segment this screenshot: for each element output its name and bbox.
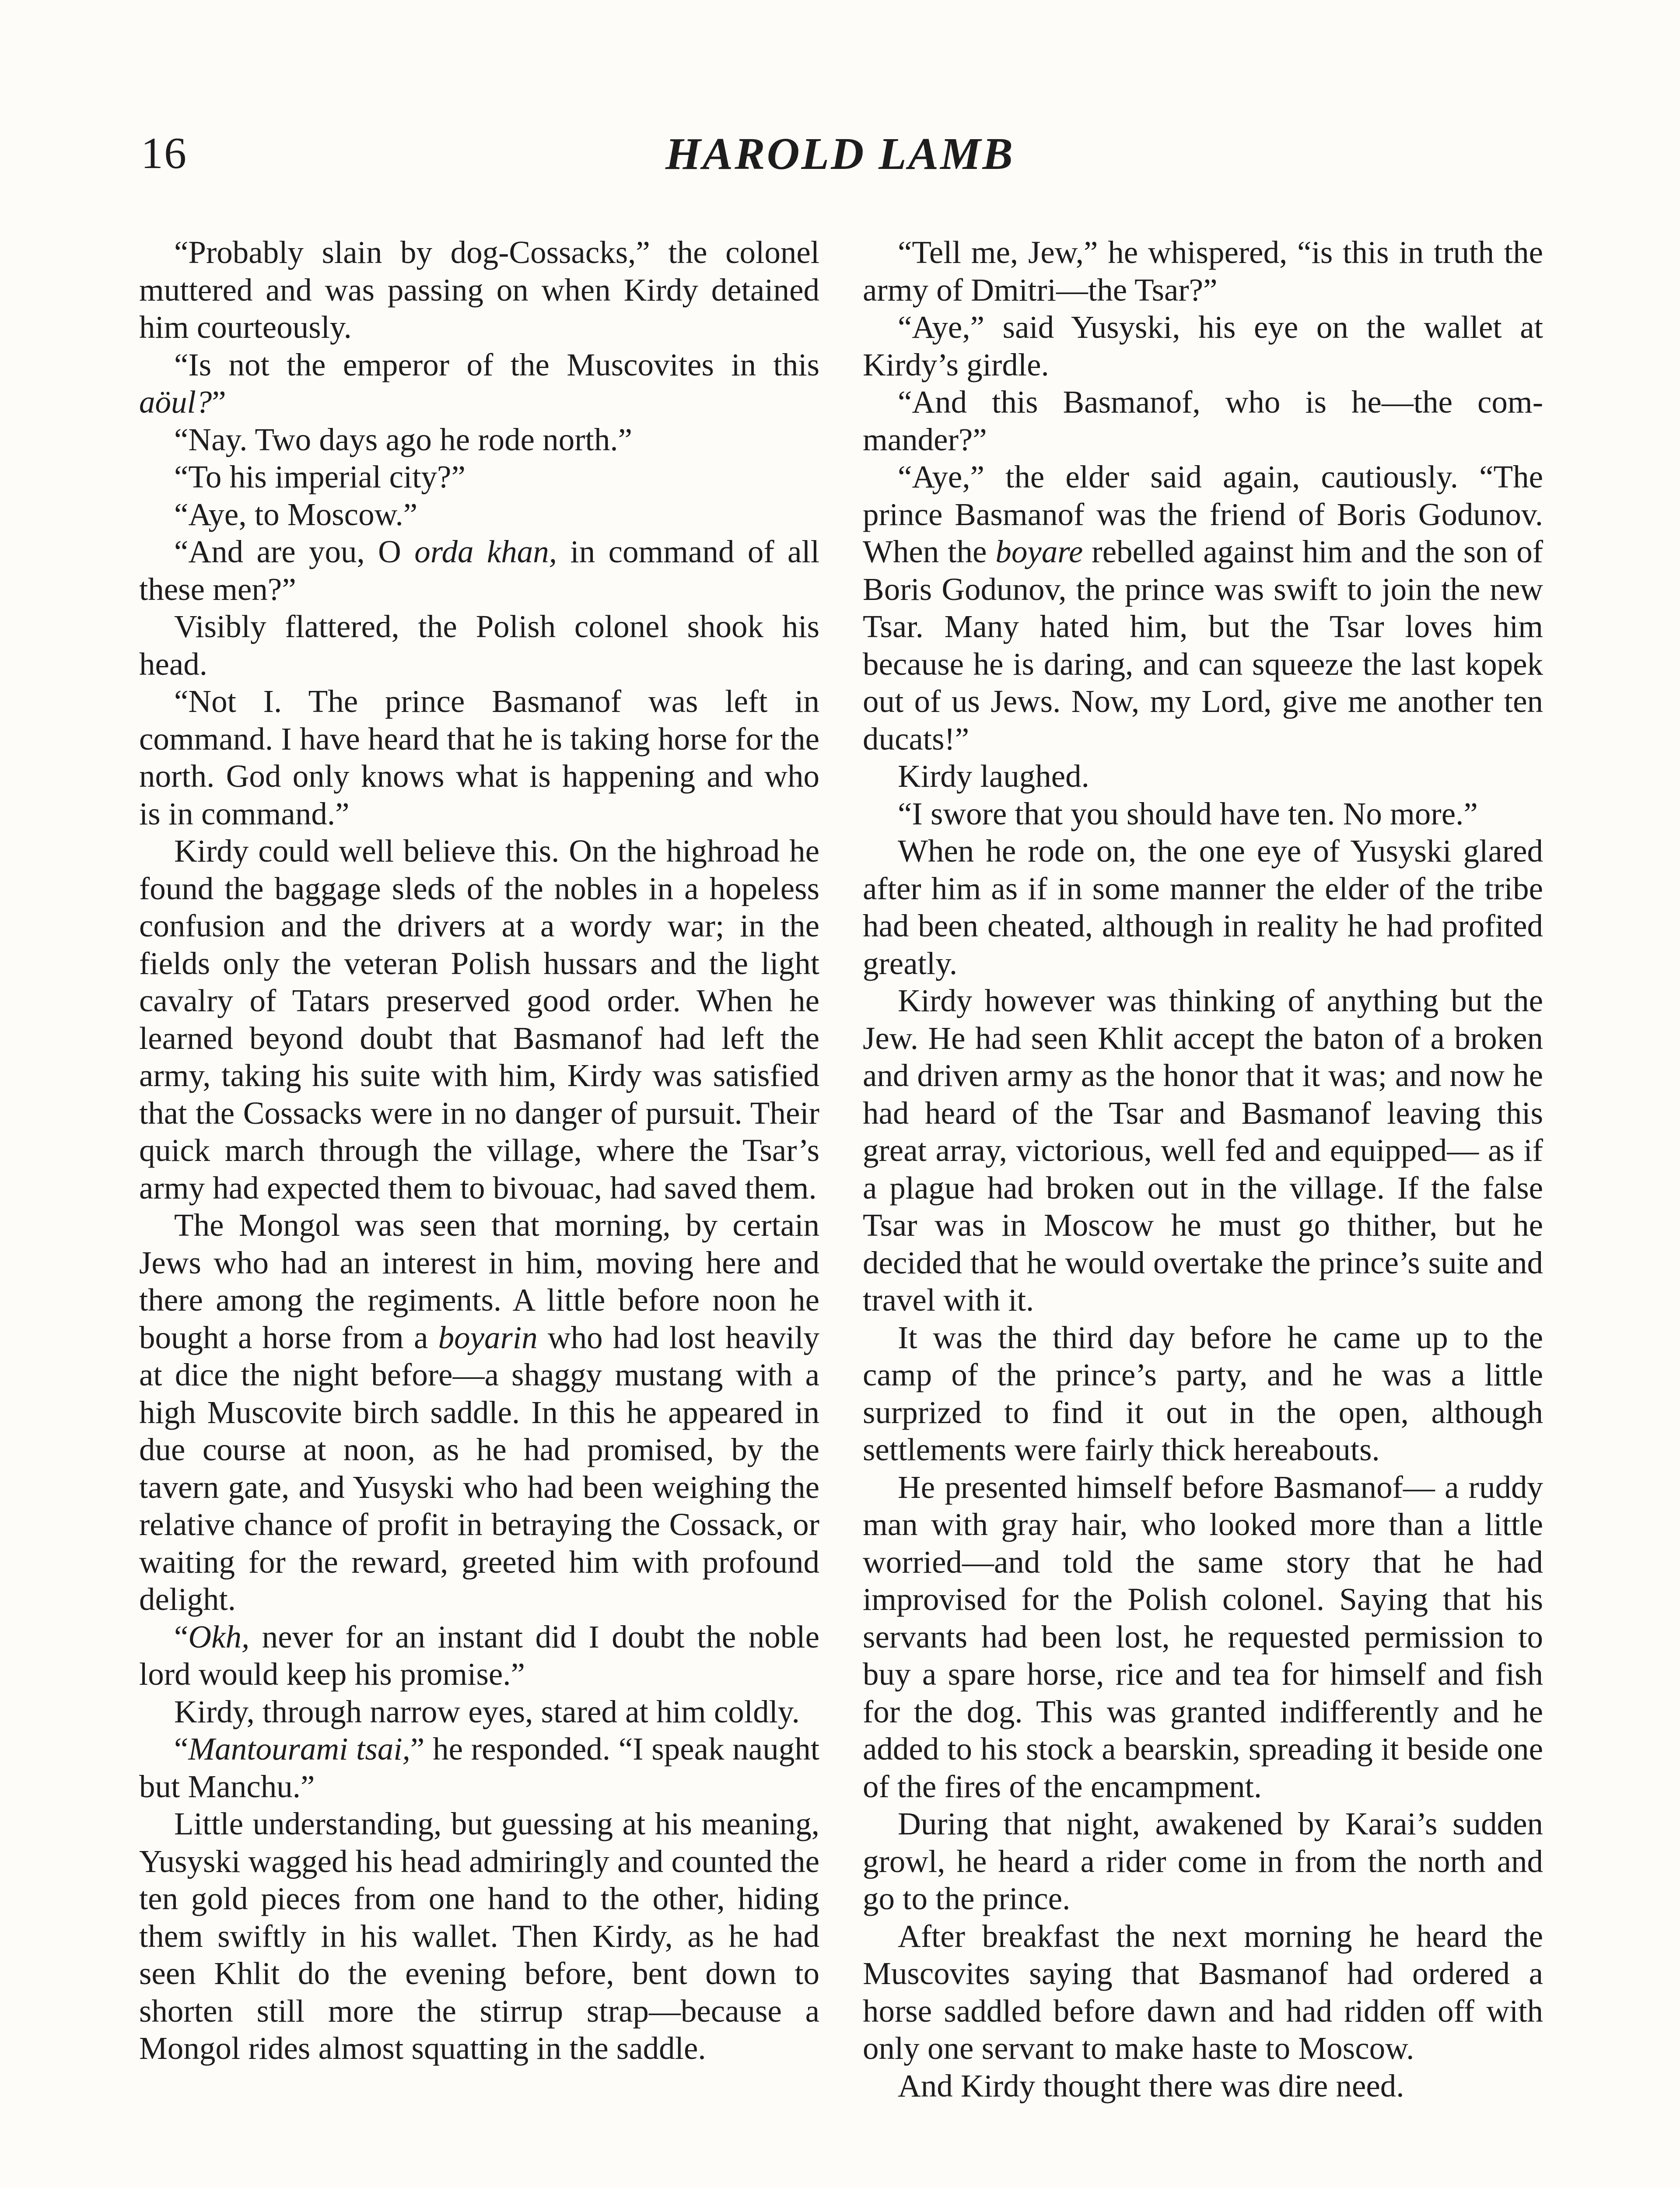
text-run: never for an instant did I doubt the noble lord would keep his promise.” — [139, 1619, 819, 1692]
text-run: ” he responded. “I speak naught but Manchu.” — [139, 1731, 819, 1804]
paragraph — [139, 832, 819, 1206]
italic-text: aöul? — [139, 384, 212, 420]
italic-text: boyare — [995, 534, 1083, 569]
text-run: “Nay. Two days ago he rode north.” — [174, 421, 632, 457]
left-text-column — [139, 234, 819, 2067]
paragraph — [139, 496, 819, 533]
paragraph — [139, 1805, 819, 2067]
text-run: “And are you, O — [174, 534, 415, 569]
paragraph — [863, 2067, 1543, 2105]
text-run: “Aye, to Moscow.” — [174, 496, 418, 532]
text-run: “Is not the emperor of the Muscovites in this — [174, 347, 819, 382]
paragraph — [139, 234, 819, 346]
italic-text: Okh, — [188, 1619, 250, 1655]
text-run: “ — [174, 1731, 189, 1767]
paragraph — [139, 1618, 819, 1693]
text-run: Little understanding, but guessing at his meaning, Yusyski wagged his head admiringly and counted the ten gold pieces from one hand to the other, hiding them swiftly in his wallet. Then Kirdy, as he had seen Khlit do the evening before, bent down to shorten still more the stirrup strap—because a Mongol rides almost squatting in the saddle. — [139, 1806, 819, 2066]
paragraph — [139, 683, 819, 832]
text-run: “And this Basmanof, who is he—the commander?” — [863, 384, 1543, 457]
text-run: who had lost heavily at dice the night before—a shaggy mustang with a high Muscovite birch saddle. In this he appeared in due course at noon, as he had promised, by the tavern gate, and Yusyski who had been weighing the relative chance of profit in betraying the Cossack, or waiting for the reward, greeted him with profound delight. — [139, 1319, 819, 1617]
text-run: Kirdy, through narrow eyes, stared at him coldly. — [174, 1694, 800, 1729]
paragraph — [139, 608, 819, 683]
paragraph — [863, 383, 1543, 458]
paragraph — [863, 309, 1543, 383]
paragraph — [139, 533, 819, 608]
italic-text: orda khan, — [414, 534, 557, 569]
paragraph — [139, 1730, 819, 1805]
text-run: “Not I. The prince Basmanof was left in command. I have heard that he is taking horse for the north. God only knows what is happening and who is in command.” — [139, 684, 819, 831]
text-run: “I swore that you should have ten. No more.” — [898, 796, 1478, 831]
text-run: And Kirdy thought there was dire need. — [898, 2068, 1404, 2104]
text-run: When he rode on, the one eye of Yusyski glared after him as if in some manner the elder of the tribe had been cheated, although in reality he had profited greatly. — [863, 833, 1543, 981]
italic-text: Mantourami tsai, — [188, 1731, 410, 1767]
text-run: “Aye,” said Yusyski, his eye on the wallet at Kirdy’s girdle. — [863, 309, 1543, 382]
text-run: “Tell me, Jew,” he whispered, “is this in truth the army of Dmitri—the Tsar?” — [863, 235, 1543, 308]
paragraph — [863, 982, 1543, 1319]
running-head-author: HAROLD LAMB — [665, 129, 1015, 179]
paragraph — [863, 234, 1543, 309]
paragraph — [139, 1693, 819, 1731]
paragraph — [863, 1469, 1543, 1806]
italic-text: boyarin — [438, 1319, 538, 1355]
paragraph — [863, 832, 1543, 982]
text-run: After breakfast the next morning he heard the Muscovites saying that Basmanof had ordered a horse saddled before dawn and had ridden off with only one servant to make haste to Moscow. — [863, 1918, 1543, 2066]
page-number: 16 — [141, 129, 187, 178]
text-run: Visibly flattered, the Polish colonel shook his head. — [139, 609, 819, 682]
text-run: Kirdy laughed. — [898, 758, 1089, 794]
text-run: “To his imperial city?” — [174, 459, 466, 494]
text-run: rebelled against him and the son of Boris Godunov, the prince was swift to join the new Tsar. Many hated him, but the Tsar loves him because he is daring, and can squeeze the last kopek out of us Jews. Now, my Lord, give me another ten ducats!” — [863, 534, 1543, 757]
right-text-column — [863, 234, 1543, 2104]
text-run: It was the third day before he came up to the camp of the prince’s party, and he was a little surprized to find it out in the open, although settlements were fairly thick hereabouts. — [863, 1319, 1543, 1467]
text-run: “ — [174, 1619, 189, 1655]
paragraph — [863, 1805, 1543, 1918]
paragraph — [863, 1319, 1543, 1469]
text-run: Kirdy however was thinking of anything but the Jew. He had seen Khlit accept the baton of a broken and driven army as the honor that it was; and now he had heard of the Tsar and Basmanof leaving this great array, victorious, well fed and equipped— as if a plague had broken out in the village. If the false Tsar was in Moscow he must go thither, but he decided that he would overtake the prince’s suite and travel with it. — [863, 983, 1543, 1318]
paragraph — [863, 795, 1543, 833]
paragraph — [139, 421, 819, 459]
paragraph — [863, 1918, 1543, 2067]
paragraph — [863, 458, 1543, 757]
text-run: During that night, awakened by Karai’s sudden growl, he heard a rider come in from the north and go to the prince. — [863, 1806, 1543, 1916]
paragraph — [139, 346, 819, 421]
paragraph — [139, 458, 819, 496]
text-run: “Aye,” the elder said again, cautiously. “The prince Basmanof was the friend of Boris Godunov. When the — [863, 459, 1543, 569]
paragraph — [863, 757, 1543, 795]
text-run: in command of all these men?” — [139, 534, 819, 607]
paragraph — [139, 1206, 819, 1618]
text-run: He presented himself before Basmanof— a ruddy man with gray hair, who looked more than a little worried—and told the same story that he had improvised for the Polish colonel. Saying that his servants had been lost, he requested permission to buy a spare horse, rice and tea for himself and fish for the dog. This was granted indifferently and he added to his stock a bearskin, spreading it beside one of the fires of the encampment. — [863, 1469, 1543, 1804]
text-run: The Mongol was seen that morning, by certain Jews who had an interest in him, moving here and there among the regiments. A little before noon he bought a horse from a — [139, 1207, 819, 1355]
text-run: Kirdy could well believe this. On the highroad he found the baggage sleds of the nobles in a hopeless confusion and the drivers at a wordy war; in the fields only the veteran Polish hussars and the light cavalry of Tatars preserved good order. When he learned beyond doubt that Basmanof had left the army, taking his suite with him, Kirdy was satisfied that the Cossacks were in no danger of pursuit. Their quick march through the village, where the Tsar’s army had expected them to bivouac, had saved them. — [139, 833, 819, 1206]
text-run: “Probably slain by dog-Cossacks,” the colonel muttered and was passing on when Kirdy detained him courteously. — [139, 235, 819, 345]
text-run: ” — [212, 384, 226, 420]
